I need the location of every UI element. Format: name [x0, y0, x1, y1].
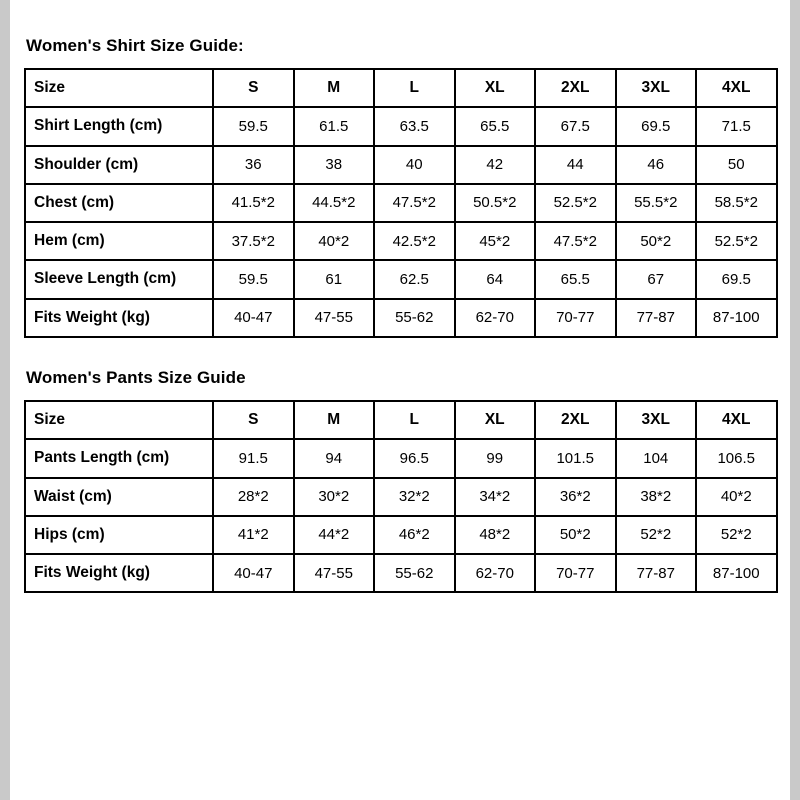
cell-value: 46*2	[374, 516, 455, 554]
cell-value: 40	[374, 146, 455, 184]
column-header-4xl: 4XL	[696, 401, 777, 439]
column-header-xl: XL	[455, 69, 536, 107]
cell-value: 42.5*2	[374, 222, 455, 260]
cell-value: 47.5*2	[535, 222, 616, 260]
table-row	[25, 299, 777, 337]
cell-value: 59.5	[213, 260, 294, 298]
table-header-row	[25, 401, 777, 439]
cell-value: 71.5	[696, 107, 777, 145]
row-label: Hem (cm)	[25, 222, 213, 260]
cell-value: 52.5*2	[535, 184, 616, 222]
cell-value: 62.5	[374, 260, 455, 298]
cell-value: 77-87	[616, 554, 697, 592]
row-label: Chest (cm)	[25, 184, 213, 222]
cell-value: 50	[696, 146, 777, 184]
cell-value: 41*2	[213, 516, 294, 554]
cell-value: 104	[616, 439, 697, 477]
cell-value: 44*2	[294, 516, 375, 554]
cell-value: 67	[616, 260, 697, 298]
table-row	[25, 439, 777, 477]
cell-value: 55.5*2	[616, 184, 697, 222]
cell-value: 61.5	[294, 107, 375, 145]
cell-value: 38	[294, 146, 375, 184]
table-row	[25, 107, 777, 145]
cell-value: 59.5	[213, 107, 294, 145]
cell-value: 96.5	[374, 439, 455, 477]
column-header-l: L	[374, 69, 455, 107]
cell-value: 69.5	[696, 260, 777, 298]
cell-value: 99	[455, 439, 536, 477]
cell-value: 65.5	[455, 107, 536, 145]
cell-value: 40*2	[294, 222, 375, 260]
cell-value: 40-47	[213, 299, 294, 337]
column-header-3xl: 3XL	[616, 401, 697, 439]
row-label: Pants Length (cm)	[25, 439, 213, 477]
cell-value: 70-77	[535, 299, 616, 337]
column-header-3xl: 3XL	[616, 69, 697, 107]
cell-value: 36	[213, 146, 294, 184]
cell-value: 50*2	[535, 516, 616, 554]
column-header-l: L	[374, 401, 455, 439]
cell-value: 42	[455, 146, 536, 184]
column-header-size: Size	[25, 401, 213, 439]
row-label: Waist (cm)	[25, 478, 213, 516]
column-header-size: Size	[25, 69, 213, 107]
cell-value: 50*2	[616, 222, 697, 260]
cell-value: 44	[535, 146, 616, 184]
cell-value: 67.5	[535, 107, 616, 145]
column-header-m: M	[294, 401, 375, 439]
column-header-4xl: 4XL	[696, 69, 777, 107]
cell-value: 44.5*2	[294, 184, 375, 222]
cell-value: 70-77	[535, 554, 616, 592]
cell-value: 41.5*2	[213, 184, 294, 222]
size-guide-page	[10, 0, 790, 800]
cell-value: 58.5*2	[696, 184, 777, 222]
column-header-2xl: 2XL	[535, 69, 616, 107]
cell-value: 46	[616, 146, 697, 184]
row-label: Fits Weight (kg)	[25, 554, 213, 592]
row-label: Shoulder (cm)	[25, 146, 213, 184]
row-label: Shirt Length (cm)	[25, 107, 213, 145]
cell-value: 62-70	[455, 554, 536, 592]
table-row	[25, 222, 777, 260]
cell-value: 94	[294, 439, 375, 477]
cell-value: 55-62	[374, 554, 455, 592]
cell-value: 38*2	[616, 478, 697, 516]
cell-value: 69.5	[616, 107, 697, 145]
column-header-s: S	[213, 401, 294, 439]
shirt-size-guide-title: Women's Shirt Size Guide:	[26, 36, 244, 55]
table-row	[25, 554, 777, 592]
cell-value: 64	[455, 260, 536, 298]
cell-value: 36*2	[535, 478, 616, 516]
cell-value: 45*2	[455, 222, 536, 260]
pants-size-table	[24, 400, 778, 593]
cell-value: 32*2	[374, 478, 455, 516]
cell-value: 34*2	[455, 478, 536, 516]
cell-value: 62-70	[455, 299, 536, 337]
cell-value: 87-100	[696, 554, 777, 592]
cell-value: 50.5*2	[455, 184, 536, 222]
cell-value: 52.5*2	[696, 222, 777, 260]
cell-value: 40*2	[696, 478, 777, 516]
cell-value: 55-62	[374, 299, 455, 337]
row-label: Hips (cm)	[25, 516, 213, 554]
cell-value: 101.5	[535, 439, 616, 477]
cell-value: 47-55	[294, 299, 375, 337]
table-row	[25, 184, 777, 222]
cell-value: 65.5	[535, 260, 616, 298]
shirt-size-table	[24, 68, 778, 338]
cell-value: 63.5	[374, 107, 455, 145]
cell-value: 37.5*2	[213, 222, 294, 260]
cell-value: 52*2	[696, 516, 777, 554]
column-header-xl: XL	[455, 401, 536, 439]
cell-value: 87-100	[696, 299, 777, 337]
column-header-s: S	[213, 69, 294, 107]
cell-value: 47.5*2	[374, 184, 455, 222]
row-label: Sleeve Length (cm)	[25, 260, 213, 298]
cell-value: 61	[294, 260, 375, 298]
table-row	[25, 478, 777, 516]
cell-value: 91.5	[213, 439, 294, 477]
row-label: Fits Weight (kg)	[25, 299, 213, 337]
cell-value: 28*2	[213, 478, 294, 516]
cell-value: 52*2	[616, 516, 697, 554]
cell-value: 47-55	[294, 554, 375, 592]
table-row	[25, 146, 777, 184]
cell-value: 106.5	[696, 439, 777, 477]
cell-value: 30*2	[294, 478, 375, 516]
column-header-2xl: 2XL	[535, 401, 616, 439]
column-header-m: M	[294, 69, 375, 107]
cell-value: 40-47	[213, 554, 294, 592]
table-row	[25, 516, 777, 554]
table-row	[25, 260, 777, 298]
cell-value: 77-87	[616, 299, 697, 337]
section-spacer	[24, 338, 776, 368]
cell-value: 48*2	[455, 516, 536, 554]
table-header-row	[25, 69, 777, 107]
pants-size-guide-title: Women's Pants Size Guide	[26, 367, 246, 387]
